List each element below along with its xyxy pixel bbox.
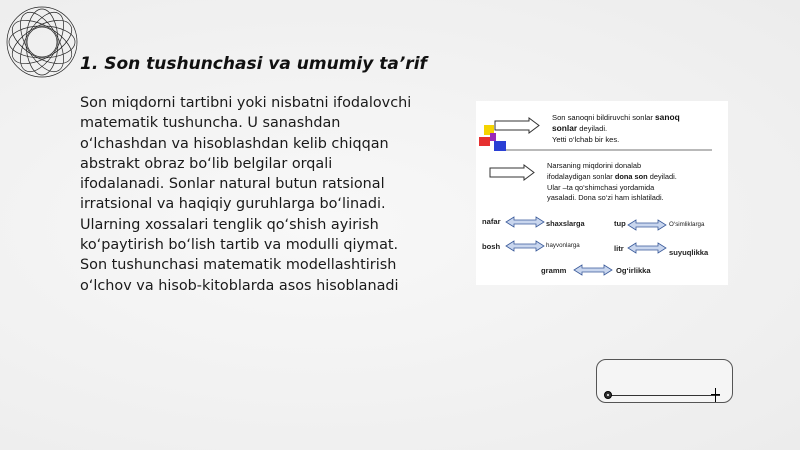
block2-line1: Narsaning miqdorini donalab [547,161,642,170]
pair-right-suyuqlikka: suyuqlikka [669,248,709,257]
double-arrow-icon [506,217,544,227]
double-arrow-icon [574,265,612,275]
crosshair-handle-icon[interactable] [711,388,720,402]
accent-red-square [479,137,490,146]
number-types-diagram [476,101,728,285]
diagram-graphic [476,101,728,285]
progress-track[interactable] [607,395,720,396]
pair-left-gramm: gramm [541,266,567,275]
block1-line1: Son sanoqni bildiruvchi sonlar sanoq [552,112,680,122]
block1-line2: sonlar deyiladi. [552,123,608,133]
arrow-right-icon [490,165,534,180]
accent-blue-square [494,141,506,151]
pair-right-osimliklarga: O‘simliklarga [669,221,705,228]
pair-left-litr: litr [614,244,624,253]
pair-left-bosh: bosh [482,242,501,251]
block2-line3: Ular –ta qo‘shimchasi yordamida [547,183,655,192]
arrow-right-icon [495,118,539,133]
spirograph-logo-icon [4,4,80,80]
block2-line4: yasaladi. Dona so‘zi ham ishlatiladi. [547,193,664,202]
progress-start-dot-icon[interactable] [604,391,612,399]
pair-right-shaxslarga: shaxslarga [546,219,585,228]
block2-line2: ifodalaydigan sonlar dona son deyiladi. [547,172,677,181]
pair-right-hayvonlarga: hayvonlarga [546,242,580,249]
double-arrow-icon [628,220,666,230]
slide-title: 1. Son tushunchasi va umumiy ta’rif [80,54,427,74]
double-arrow-icon [506,241,544,251]
pair-left-nafar: nafar [482,217,501,226]
slide-body-text: Son miqdorni tartibni yoki nisbatni ifodalovchi matematik tushuncha. U sanashdan o‘lchashdan va hisoblashdan kelib chiqqan abstrakt obraz bo‘lib belgilar orqali ifodalanadi. Sonlar natural butun ratsional irratsional va haqiqiy guruhlarga bo‘linadi. Ularning xossalari tenglik qo‘shish ayirish ko‘paytirish bo‘lish tartib va modulli qiymat. Son tushunchasi matematik modellashtirish o‘lchov va hisob-kitoblarda asos hisoblanadi [80,95,412,294]
double-arrow-icon [628,243,666,253]
block1-line3: Yetti o‘lchab bir kes. [552,135,620,144]
pair-right-ogirlikka: Og‘irlikka [616,266,651,275]
media-progress-control[interactable] [596,359,733,403]
accent-purple-square [490,133,496,141]
pair-left-tup: tup [614,219,626,228]
